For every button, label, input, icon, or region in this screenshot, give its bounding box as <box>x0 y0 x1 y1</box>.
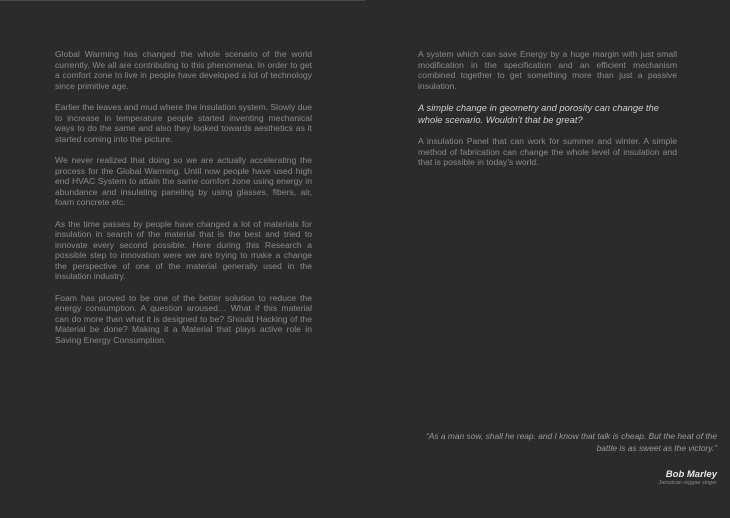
paragraph-global-warming: Global Warming has changed the whole scenario of the world currently. We all are contributing to this phenomena. In order to get a comfort zone to live in people have developed a lot of technology since primitive age. <box>55 49 312 91</box>
quote-author: Bob Marley <box>665 469 717 480</box>
top-divider-line <box>0 0 365 1</box>
quote-text: “As a man sow, shall he reap. and I know that talk is cheap. But the heat of the battle is as sweet as the victory.” <box>426 431 717 453</box>
paragraph-hvac: We never realized that doing so we are actually accelerating the process for the Global Warming. Until now people have used high end HVAC System to attain the same comfort zone using energy in abundance and insulating paneling by using glasses, fibers, air, foam concrete etc. <box>55 155 312 207</box>
quote-author-role: Jamaican reggae singer <box>658 480 717 486</box>
highlight-question: A simple change in geometry and porosity can change the whole scenario. Wouldn’t that be great? <box>418 102 659 125</box>
paragraph-insulation-panel: A insulation Panel that can work for summer and winter. A simple method of fabrication can change the whole level of insulation and that is possible in today's world. <box>418 136 677 167</box>
right-text-column <box>418 49 677 168</box>
left-text-column <box>55 49 312 345</box>
paragraph-system-intro: A system which can save Energy by a huge margin with just small modification in the specification and an efficient mechanism combined together to get something more than just a passive insulation. <box>418 49 677 91</box>
paragraph-materials-research: As the time passes by people have changed a lot of materials for insulation in search of the material that is the best and tried to innovate every second possible. Here during this Research a possible step to innovation were we are trying to make a change the perspective of one of the material generally used in the insulation industry. <box>55 218 312 281</box>
paragraph-foam: Foam has proved to be one of the better solution to reduce the energy consumption. A question aroused… What if this material can do more than what it is designed to be? Should Hacking of the Material be done? Making it a Material that plays active role in Saving Energy Consumption. <box>55 292 312 345</box>
paragraph-insulation-history: Earlier the leaves and mud where the insulation system. Slowly due to increase in temperature people started inventing mechanical ways to do the same and also they looked towards aesthetics as it started coming into the picture. <box>55 102 312 144</box>
